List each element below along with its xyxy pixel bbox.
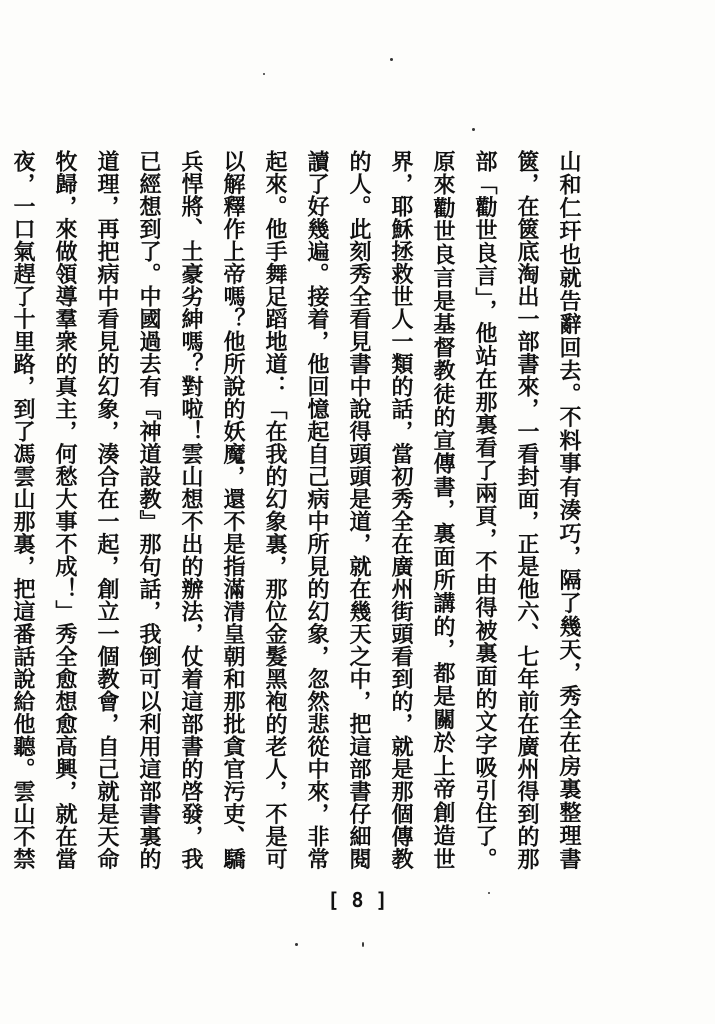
scan-speck [488,892,490,894]
page-number: [ 8 ] [327,888,388,912]
scan-speck [295,943,298,946]
scan-speck [390,58,393,61]
scan-speck [362,942,364,947]
scan-speck [472,128,475,131]
body-text [10,150,590,870]
paragraph: 山和仁玕也就告辭回去。不料事有湊巧，隔了幾天，秀全在房裏整理書篋，在篋底淘出一部書來，一看封面，正是他六、七年前在廣州得到的那部「勸世良言」，他站在那裏看了兩頁，不由得被裏面的文字吸引住了。原來勸世良言是基督教徒的宣傳書，裏面所講的，都是關於上帝創造世界，耶穌拯救世人一類的話，當初秀全在廣州街頭看到的，就是那個傳教的人。此刻秀全看見書中說得頭頭是道，就在幾天之中，把這部書仔細閱讀了好幾遍。接着，他回憶起自己病中所見的幻象，忽然悲從中來，非常起來。他手舞足蹈地道：「在我的幻象裏，那位金髮黑袍的老人，不是可以解釋作上帝嗎？他所說的妖魔，還不是指滿清皇朝和那批貪官污吏、驕兵悍將、土豪劣紳嗎？對啦！雲山想不出的辦法，仗着這部書的啓發，我已經想到了。中國過去有『神道設教』那句話，我倒可以利用這部書裏的道理，再把病中看見的幻象，湊合在一起，創立一個教會，自己就是天命牧歸，來做領導羣衆的真主，何愁大事不成！」秀全愈想愈高興，就在當夜，一口氣趕了十里路，到了馮雲山那裏，把這番話說給他聽。雲山不禁 [10,150,582,870]
scan-speck [263,73,265,75]
